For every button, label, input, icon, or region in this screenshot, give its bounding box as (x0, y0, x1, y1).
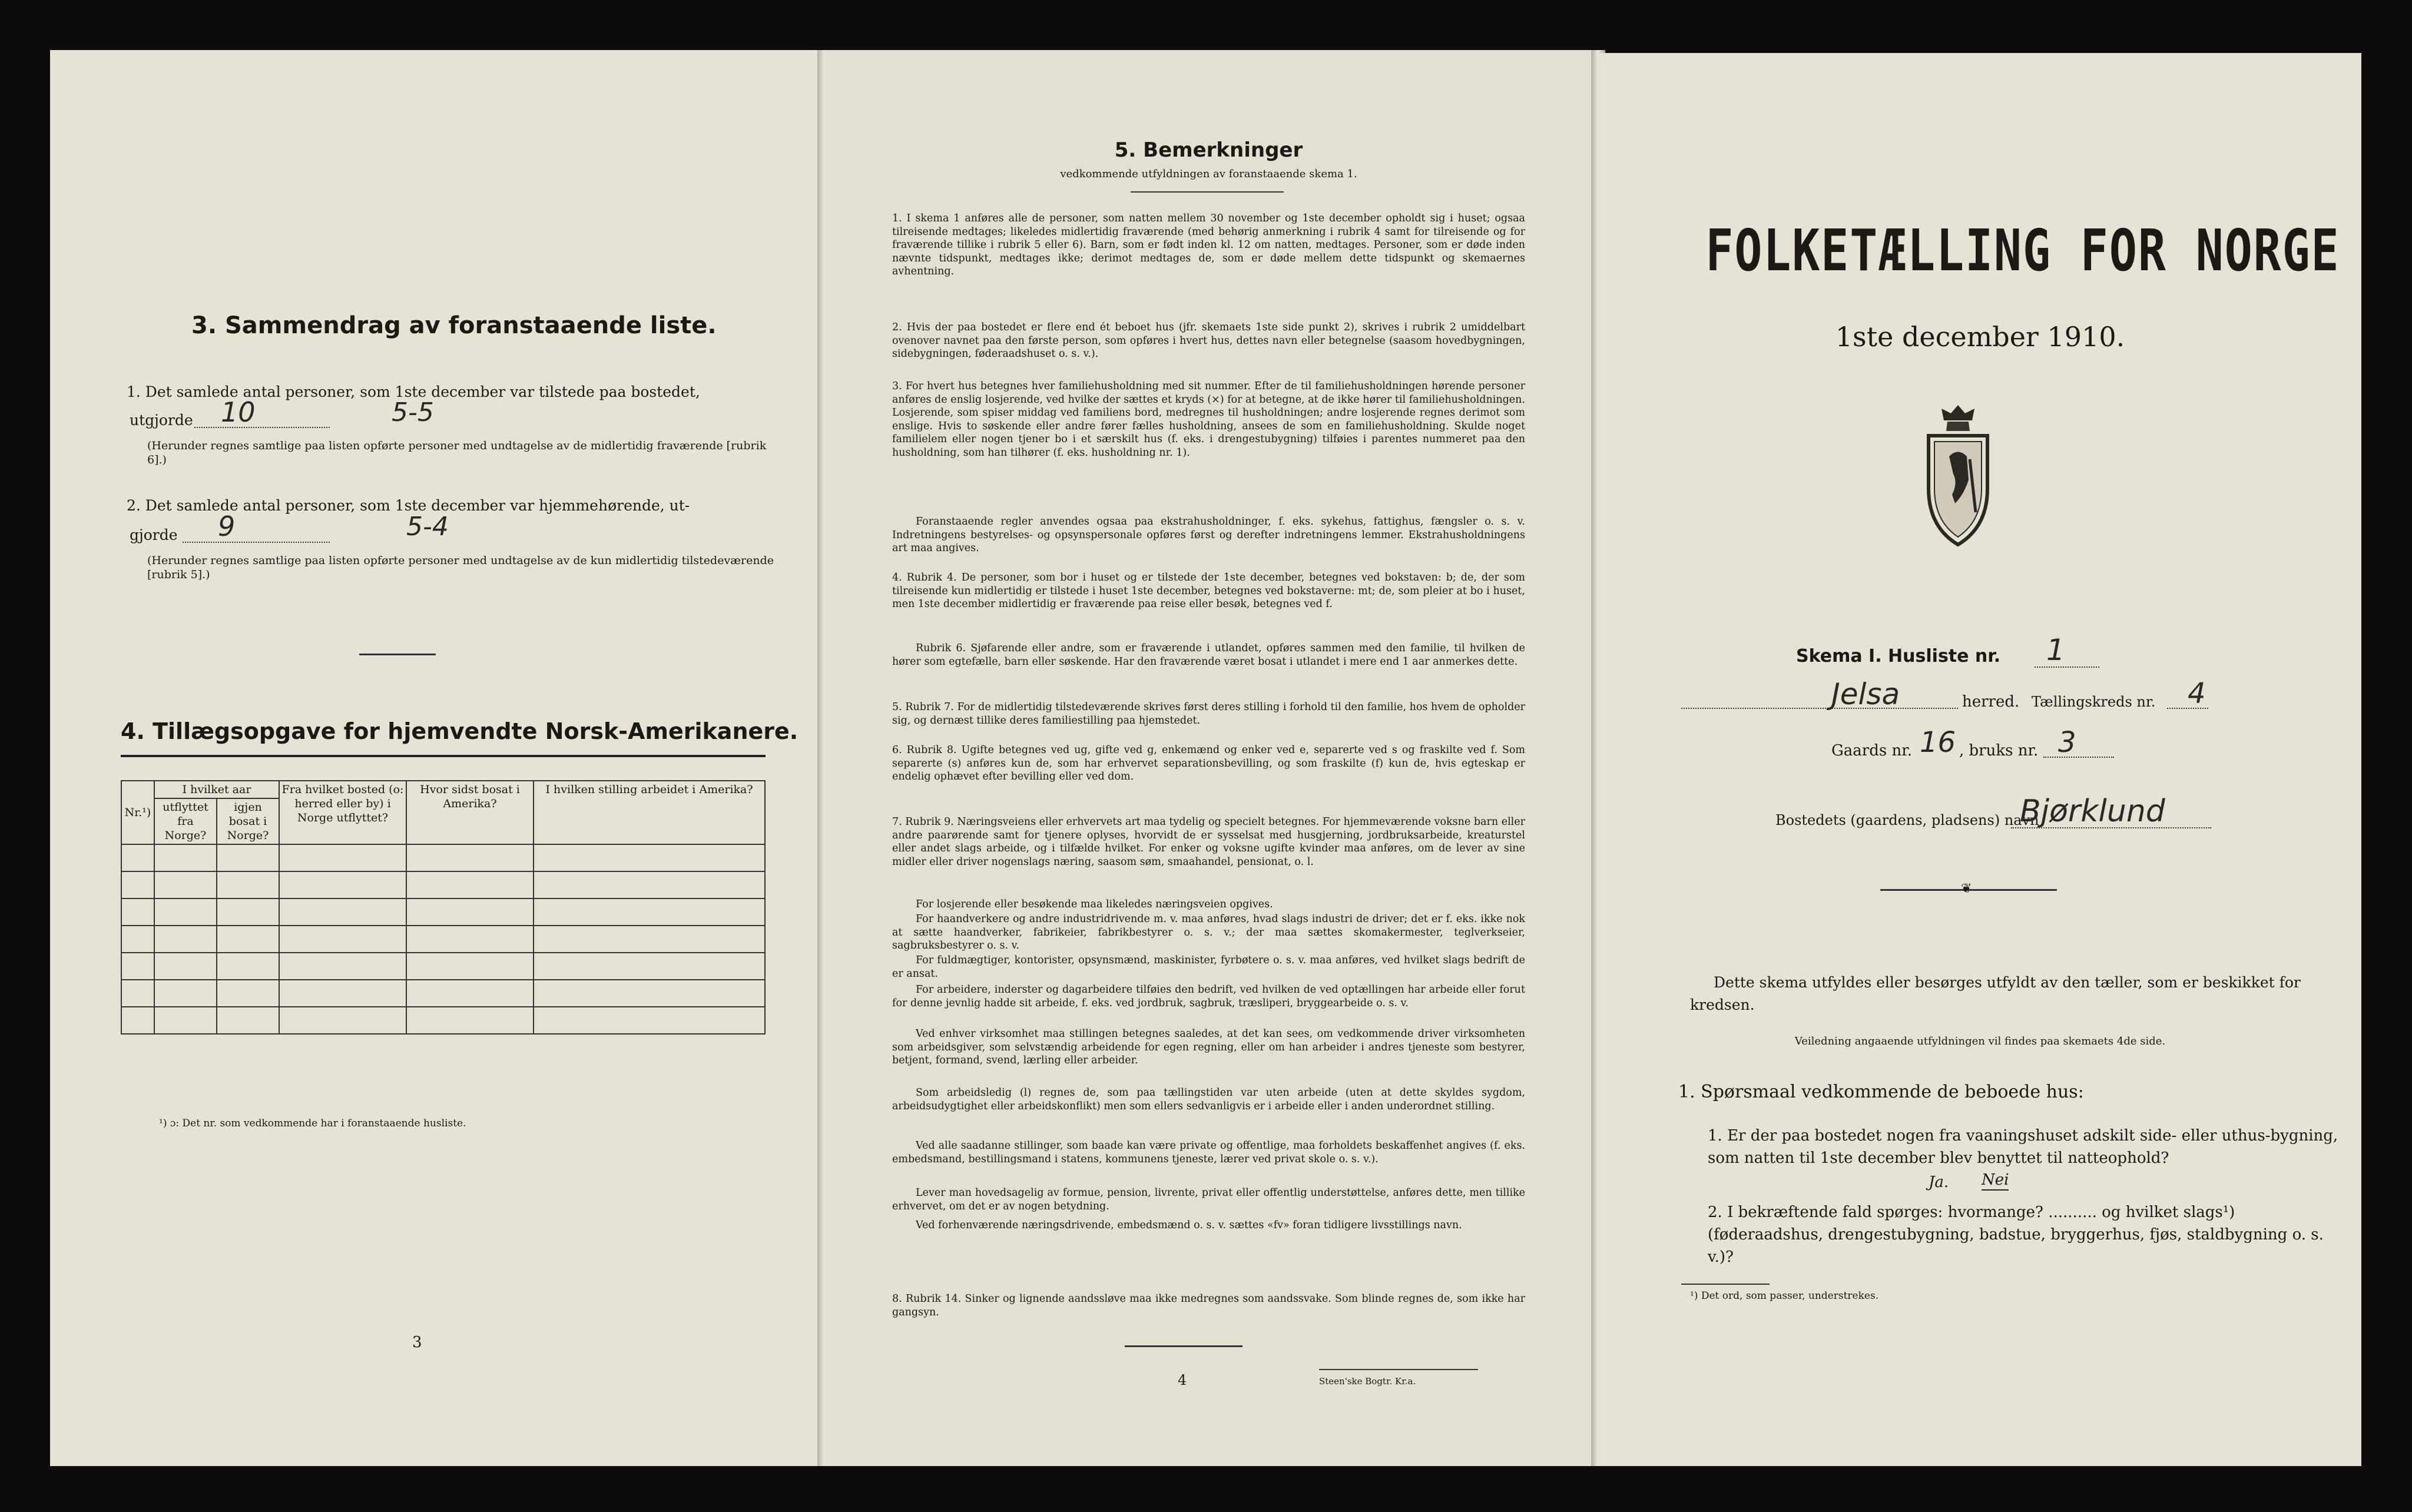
husliste-number: 1 (2046, 633, 2065, 667)
printer-imprint: Steen'ske Bogtr. Kr.a. (1319, 1376, 1416, 1387)
summary-item-2-note: (Herunder regnes samtlige paa listen opførte personer med undtagelse av de kun midlertidig tilstedeværende [rubrik 5].) (147, 554, 774, 581)
gaards-label: Gaards nr. (1831, 742, 1913, 760)
footnote-rule (1681, 1284, 1770, 1285)
question-header: 1. Spørsmaal vedkommende de beboede hus: (1678, 1082, 2084, 1102)
remark-7c: For haandverkere og andre industridrivende m. v. maa anføres, hvad slags industri de driver; det er f. eks. ikke nok at sætte haandverker, fabrikeier, fabrikbestyrer o. s. v.; der maa sættes skomakermester, teglverkseier, sagbruksbestyrer o. s. v. (892, 913, 1525, 951)
census-date: 1ste december 1910. (1835, 321, 2125, 353)
col-group-year: I hvilket aar (154, 781, 279, 798)
remark-7f: Ved enhver virksomhet maa stillingen betegnes saaledes, at det kan sees, om vedkommende driver virksomheten som arbeidsgiver, som selvstændig arbeidende for egen regning, eller om han arbeider i andres tjeneste som bestyrer, betjent, formand, svend, lærling eller arbeider. (892, 1028, 1525, 1066)
divider (1131, 191, 1284, 193)
census-title: FOLKETÆLLING FOR NORGE (1705, 218, 2340, 284)
summary-item-1-value: 10 (221, 396, 256, 428)
divider (359, 654, 436, 655)
dotted-line (194, 427, 330, 428)
remark-2: 2. Hvis der paa bostedet er flere end ét beboet hus (jfr. skemaets 1ste side punkt 2), skrives i rubrik 2 umiddelbart ovenover navnet paa den første person, som opføres i hvert hus, dettes navn eller betegnelse (saasom hovedbygningen, sidebygningen, føderaadshuset o. s. v.). (892, 321, 1525, 360)
col-last-america: Hvor sidst bosat i Amerika? (406, 781, 534, 844)
remark-3: 3. For hvert hus betegnes hver familiehusholdning med sit nummer. Efter de til familiehusholdningen hørende personer anføres de enslig losjerende, ved hvilke der sættes et kryds (×) for at betegne, at de ikke hører til familiehusholdningen. Losjerende, som spiser middag ved familiens bord, medregnes til husholdningen; andre losjerende regnes derimot som enslige. Hvis to søskende eller andre fører fælles husholdning, ansees de som en familiehusholdning. Skulde noget familielem eller nogen tjener bo i et særskilt hus (f. eks. i drengestubygning) tilføies i parentes nummeret paa den husholdning, som han tilhører (f. eks. husholdning nr. 1). (892, 380, 1525, 459)
left-page (50, 50, 821, 1466)
table-footnote: ¹) ɔ: Det nr. som vedkommende har i foranstaaende husliste. (159, 1118, 466, 1129)
remarks-title: 5. Bemerkninger (1114, 138, 1303, 162)
remark-6: 6. Rubrik 8. Ugifte betegnes ved ug, gifte ved g, enkemænd og enker ved e, separerte ved s og fraskilte ved f. Som separerte (s) anføres kun de, som har erhvervet separationsbevilling, og som fraskilte (f) kun de, hvis egteskap er endelig ophævet efter bevilling eller ved dom. (892, 744, 1525, 782)
dotted-line (2043, 757, 2114, 758)
question-1-ja: Ja. (1929, 1173, 1949, 1191)
remark-7g: Som arbeidsledig (l) regnes de, som paa tællingstiden var uten arbeide (uten at dette skyldes sygdom, arbeidsudygtighet eller arbeidskonflikt) men som ellers sedvanligvis er i arbeide eller i anden underordnet stilling. (892, 1087, 1525, 1112)
col-emigrated: utflyttet fra Norge? (154, 798, 217, 844)
remark-7b: For losjerende eller besøkende maa likeledes næringsveien opgives. (916, 898, 1273, 910)
gaards-value: 16 (1920, 726, 1956, 759)
summary-item-2-annotation: 5-4 (406, 512, 449, 542)
col-from-where: Fra hvilket bosted (o: herred eller by) i Norge utflyttet? (279, 781, 406, 844)
schema-label: Skema I. Husliste nr. (1796, 646, 2001, 667)
col-nr: Nr.¹) (121, 781, 154, 844)
district-value: 4 (2188, 677, 2206, 710)
footnote: ¹) Det ord, som passer, understrekes. (1690, 1290, 1879, 1302)
ornament-icon: ❦ (1961, 881, 1972, 896)
remark-7: 7. Rubrik 9. Næringsveiens eller erhvervets art maa tydelig og specielt betegnes. For hjemmeværende voksne barn eller andre paarørende samt for tjenere oplyses, hvorvidt de er sysselsat med husgjerning, jordbruksarbeide, kreaturstel eller andet slags arbeide, og i tilfælde hvilket. For enker og voksne ugifte kvinder maa anføres, om de lever av sine midler eller driver nogenslags næring, saasom søm, smaahandel, pensionat, o. l. (892, 816, 1525, 868)
guidance-text: Veiledning angaaende utfyldningen vil findes paa skemaets 4de side. (1794, 1035, 2166, 1047)
page-number: 3 (412, 1334, 422, 1351)
question-1-nei: Nei (1982, 1171, 2009, 1191)
supplement-table (121, 780, 766, 1034)
right-page (1599, 53, 2361, 1466)
summary-item-1-note: (Herunder regnes samtlige paa listen opførte personer med undtagelse av de midlertidig fraværende [rubrik 6].) (147, 439, 767, 466)
remark-4b: Rubrik 6. Sjøfarende eller andre, som er fraværende i utlandet, opføres sammen med den familie, til hvilken de hører som egtefælle, barn eller søskende. Har den fraværende været bosat i utlandet i mere end 1 aar anmerkes dette. (892, 642, 1525, 668)
remark-7j: Ved forhenværende næringsdrivende, embedsmænd o. s. v. sættes «fv» foran tidligere livsstillings navn. (916, 1219, 1462, 1231)
middle-page (824, 50, 1593, 1466)
dotted-line (2011, 827, 2211, 828)
district-label: Tællingskreds nr. (2032, 694, 2156, 710)
dotted-line (1681, 708, 1958, 709)
herred-value: Jelsa (1831, 677, 1900, 711)
col-returned: igjen bosat i Norge? (217, 798, 279, 844)
remark-7e: For arbeidere, inderster og dagarbeidere tilføies den bedrift, ved hvilken de ved optællingen har arbeide eller forut for denne jevnlig hadde sit arbeide, f. eks. ved jordbruk, sagbruk, træsliperi, bryggearbeide o. s. v. (892, 984, 1525, 1009)
remark-7i: Lever man hovedsagelig av formue, pension, livrente, privat eller offentlig understøttelse, anføres dette, men tillike erhvervet, om det er av nogen betydning. (892, 1187, 1525, 1212)
summary-item-1-annotation: 5-5 (392, 397, 434, 427)
col-occupation: I hvilken stilling arbeidet i Amerika? (534, 781, 765, 844)
question-1: 1. Er der paa bostedet nogen fra vaaningshuset adskilt side- eller uthus-bygning, som natten til 1ste december blev benyttet til natteophold? (1708, 1127, 2338, 1167)
remark-7h: Ved alle saadanne stillinger, som baade kan være private og offentlige, maa forholdets beskaffenhet angives (f. eks. embedsmand, bestillingsmand i statens, kommunens tjeneste, lærer ved privat skole o. s. v.). (892, 1140, 1525, 1165)
bosted-label: Bostedets (gaardens, pladsens) navn (1775, 812, 2039, 828)
remark-7d: For fuldmægtiger, kontorister, opsynsmænd, maskinister, fyrbøtere o. s. v. maa anføres, ved hvilket slags bedrift de er ansat. (892, 954, 1525, 980)
instruction-text: Dette skema utfyldes eller besørges utfyldt av den tæller, som er beskikket for kredsen. (1690, 974, 2301, 1013)
summary-item-2-value: 9 (218, 510, 236, 542)
question-2: 2. I bekræftende fald spørges: hvormange? .......... og hvilket slags¹) (føderaadshus, drengestubygning, badstue, bryggerhus, fjøs, staldbygning o. s. v.)? (1708, 1203, 2324, 1266)
remark-8: 8. Rubrik 14. Sinker og lignende aandssløve maa ikke medregnes som aandssvake. Som blinde regnes de, som ikke har gangsyn. (892, 1293, 1525, 1318)
page-number: 4 (1178, 1372, 1187, 1388)
supplement-title: 4. Tillægsopgave for hjemvendte Norsk-Amerikanere. (121, 718, 799, 744)
divider (1125, 1345, 1243, 1347)
summary-item-2-prefix: gjorde (130, 526, 178, 543)
printer-rule (1319, 1369, 1478, 1370)
title-rule (121, 755, 766, 757)
summary-item-1-prefix: utgjorde (130, 412, 193, 429)
bruks-value: 3 (2058, 726, 2076, 759)
remark-4: 4. Rubrik 4. De personer, som bor i huset og er tilstede der 1ste december, betegnes ved bokstaven: b; de, der som tilreisende kun midlertidig er tilstede i huset 1ste december, betegnes ved bokstaverne: mt; de, som pleier at bo i huset, men 1ste december midlertidig er fraværende paa reise eller besøk, betegnes ved f. (892, 572, 1525, 610)
remark-1: 1. I skema 1 anføres alle de personer, som natten mellem 30 november og 1ste december opholdt sig i huset; ogsaa tilreisende medtages; likeledes midlertidig fraværende (med behørig anmerkning i rubrik 4 samt for tilreisende og for fraværende tillike i rubrik 5 eller 6). Barn, som er født inden kl. 12 om natten, medtages. Personer, som er døde inden nævnte tidspunkt, medtages ikke; derimot medtages de, som er døde mellem dette tidspunkt og skemaernes avhentning. (892, 213, 1525, 277)
remarks-subtitle: vedkommende utfyldningen av foranstaaende skema 1. (1060, 168, 1357, 180)
summary-item-2: 2. Det samlede antal personer, som 1ste december var hjemmehørende, ut- (127, 497, 690, 514)
dotted-line (2035, 667, 2099, 668)
summary-item-1: 1. Det samlede antal personer, som 1ste december var tilstede paa bostedet, (127, 383, 700, 400)
dotted-line (2167, 708, 2208, 709)
remark-5: 5. Rubrik 7. For de midlertidig tilstedeværende skrives først deres stilling i forhold til den familie, hos hvem de opholder sig, og dernæst tillike deres familiestilling paa hjemstedet. (892, 701, 1525, 727)
summary-title: 3. Sammendrag av foranstaaende liste. (191, 312, 717, 339)
dotted-line (183, 542, 330, 543)
remark-3b: Foranstaaende regler anvendes ogsaa paa ekstrahusholdninger, f. eks. sykehus, fattighus, fængsler o. s. v. Indretningens bestyrelses- og opsynspersonale opføres først og derefter indretningens lemmer. Ekstrahusholdningens art maa angives. (892, 516, 1525, 554)
bruks-label: , bruks nr. (1959, 742, 2039, 760)
bosted-value: Bjørklund (2020, 794, 2165, 829)
coat-of-arms-icon (1911, 400, 2005, 553)
herred-label: herred. (1962, 693, 2020, 711)
